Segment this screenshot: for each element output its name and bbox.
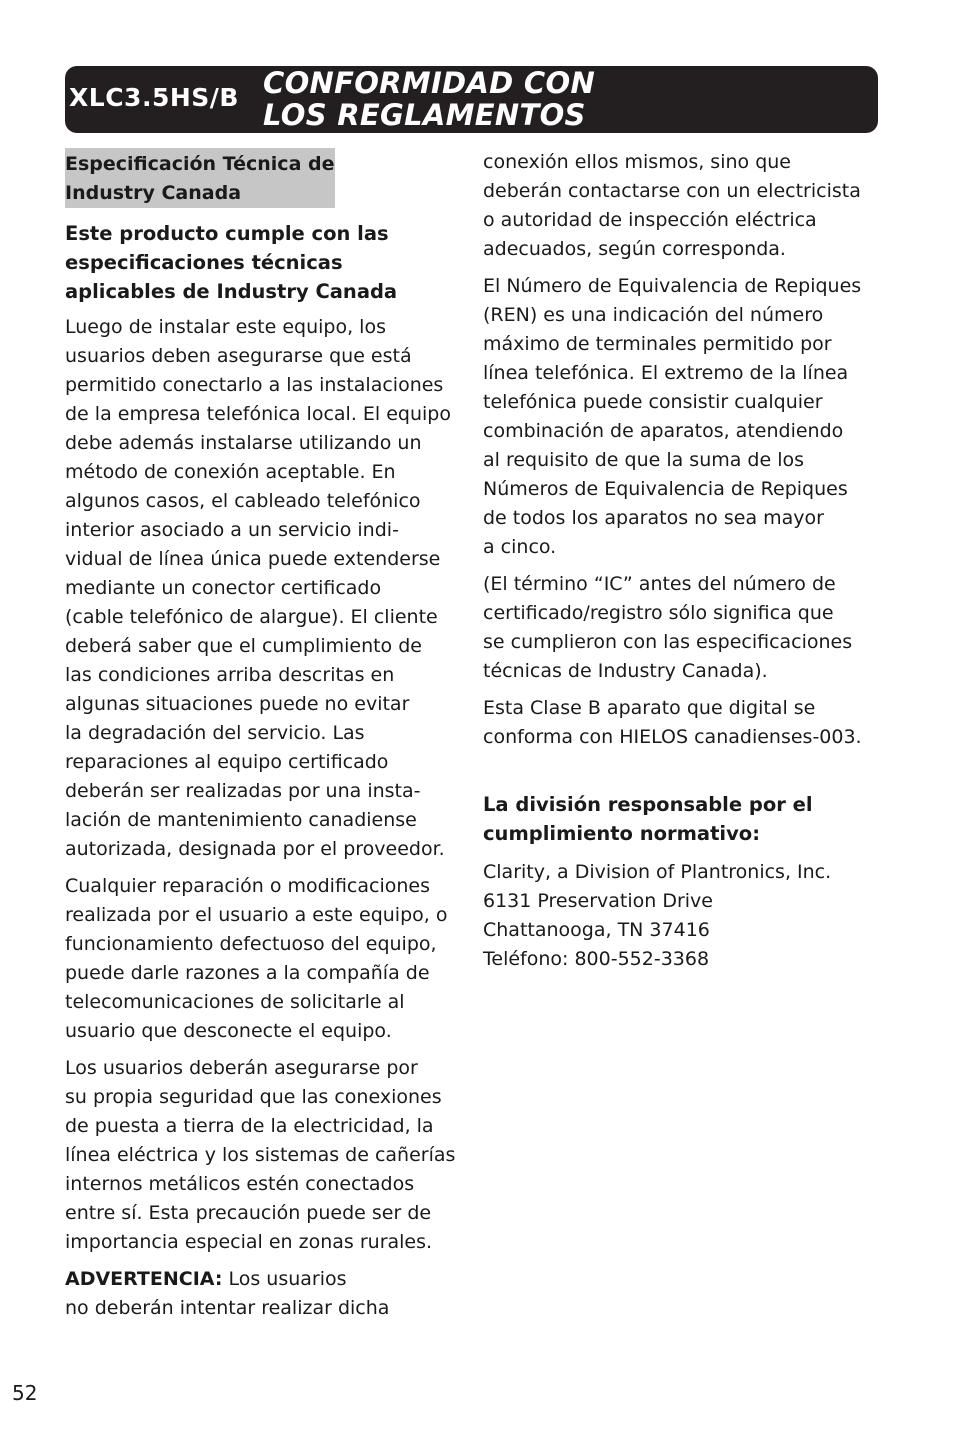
section-heading: Especificación Técnica de Industry Canada [65,148,335,208]
paragraph-warning [65,1265,460,1323]
header-bar [65,66,878,133]
page-number: 52 [12,1381,38,1405]
title-line-2: LOS REGLAMENTOS [263,98,586,132]
address-company: Clarity, a Division of Plantronics, Inc. [483,861,832,883]
paragraph-repairs: Cualquier reparación o modificaciones realizada por el usuario a este equipo, o funcionamiento defectuoso del equipo, puede darle razones a la compañía de telecomunicaciones de solicitarle al usuario que desconecte el equipo. [65,875,448,1042]
address-block [483,858,883,974]
sub-heading: Este producto cumple con las especificaciones técnicas aplicables de Industry Canada [65,222,398,303]
model-number: XLC3.5HS/B [69,83,239,112]
address-city: Chattanooga, TN 37416 [483,919,710,941]
address-street: 6131 Preservation Drive [483,890,713,912]
title-line-1: CONFORMIDAD CON [263,66,596,100]
paragraph-installation: Luego de instalar este equipo, los usuarios deben asegurarse que está permitido conectarlo a las instalaciones de la empresa telefónica local. El equipo debe además instalarse utilizando un método de conexión aceptable. En algunos casos, el cableado telefónico interior asociado a un servicio indi- vidual de línea única puede extenderse mediante un conector certificado (cable telefónico de alargue). El cliente deberá saber que el cumplimiento de las condiciones arriba descritas en algunas situaciones puede no evitar la degradación del servicio. Las reparaciones al equipo certificado deberán ser realizadas por una insta- lación de mantenimiento canadiense autorizada, designada por el proveedor. [65,316,451,860]
warning-label: ADVERTENCIA: [65,1268,223,1290]
paragraph-grounding: Los usuarios deberán asegurarse por su propia seguridad que las conexiones de puesta a tierra de la electricidad, la línea eléctrica y los sistemas de cañerías internos metálicos estén conectados entre sí. Esta precaución puede ser de importancia especial en zonas rurales. [65,1057,456,1253]
paragraph-ren: El Número de Equivalencia de Repiques (REN) es una indicación del número máximo de terminales permitido por línea telefónica. El extremo de la línea telefónica puede consistir cualquier combinación de aparatos, atendiendo al requisito de que la suma de los Números de Equivalencia de Repiques de todos los aparatos no sea mayor a cinco. [483,275,862,558]
address-phone: Teléfono: 800-552-3368 [483,948,710,970]
paragraph-ic-term: (El término “IC” antes del número de certificado/registro sólo significa que se cumplieron con las especificaciones técnicas de Industry Canada). [483,573,853,682]
left-column [65,148,460,1331]
page-title [263,67,595,131]
paragraph-class-b: Esta Clase B aparato que digital se conforma con HIELOS canadienses-003. [483,697,862,748]
right-column [483,148,883,974]
paragraph-continuation: conexión ellos mismos, sino que deberán contactarse con un electricista o autoridad de inspección eléctrica adecuados, según corresponda. [483,151,861,260]
division-heading: La división responsable por el cumplimiento normativo: [483,793,813,845]
warning-text: Los usuarios no deberán intentar realizar dicha [65,1268,390,1319]
